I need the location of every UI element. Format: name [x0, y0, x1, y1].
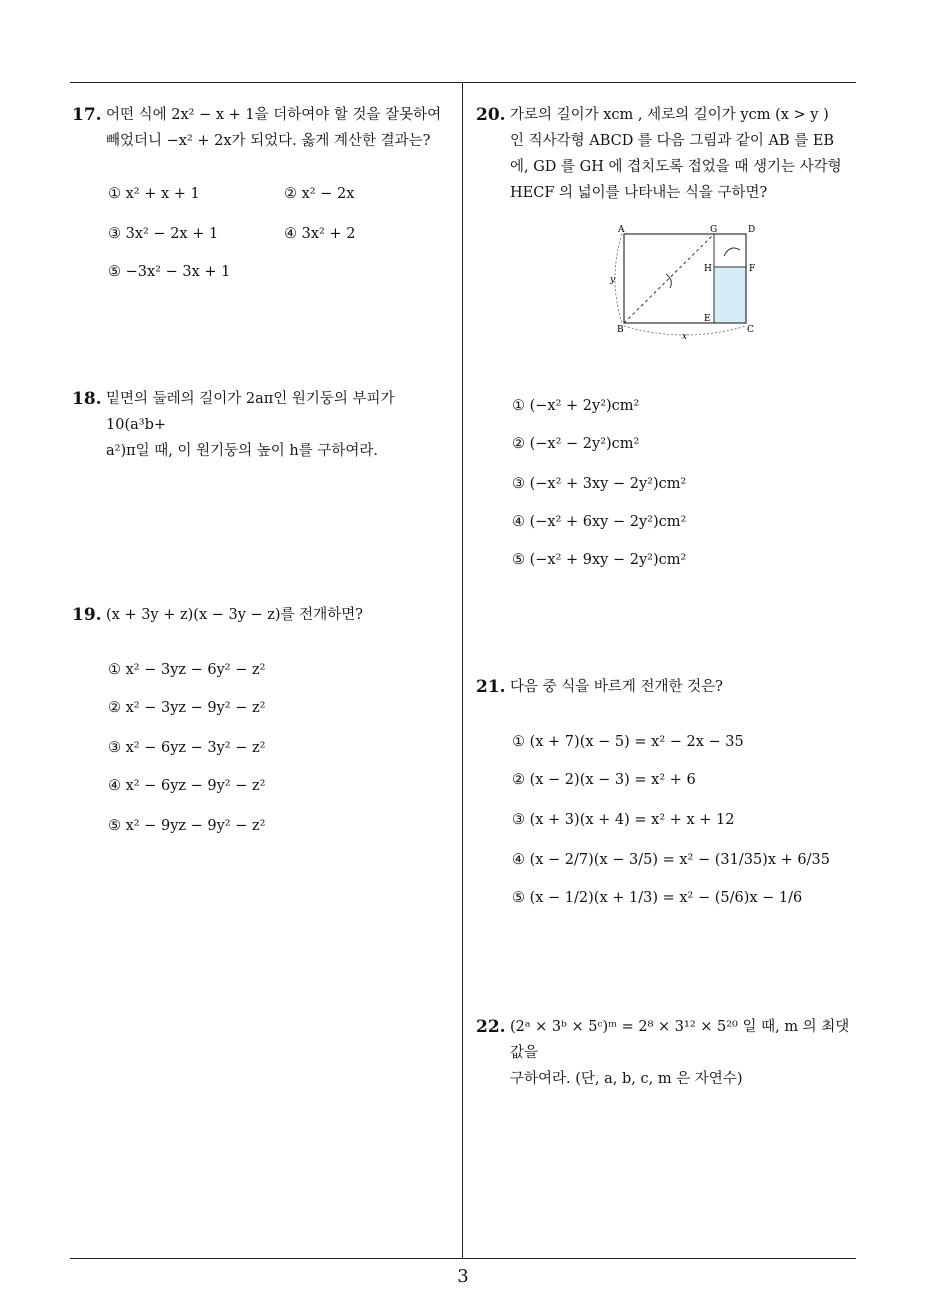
question-number: 21. [476, 677, 506, 697]
option-2[interactable]: ② x² − 2x [284, 186, 355, 202]
question-number: 20. [476, 105, 506, 125]
label-d: D [748, 225, 756, 235]
question-text: (2ᵃ × 3ᵇ × 5ᶜ)ᵐ = 2⁸ × 3¹² × 5²⁰ 일 때, m 의 최댓값을 구하여라. (단, a, b, c, m 은 자연수) [510, 1019, 850, 1087]
option-2[interactable]: ② (x − 2)(x − 3) = x² + 6 [512, 772, 696, 788]
label-e: E [704, 314, 711, 324]
shaded-region-hecf [714, 267, 746, 323]
question-text: 다음 중 식을 바르게 전개한 것은? [510, 679, 723, 695]
question-18 [72, 386, 456, 464]
page-number: 3 [457, 1266, 469, 1287]
question-text: 어떤 식에 2x² − x + 1을 더하여야 할 것을 잘못하여 빼었더니 −x² + 2x가 되었다. 옳게 계산한 결과는? [106, 107, 442, 149]
question-21 [476, 674, 860, 700]
option-5[interactable]: ⑤ (x − 1/2)(x + 1/3) = x² − (5/6)x − 1/6 [512, 890, 803, 906]
column-divider [462, 82, 463, 1259]
label-a: A [618, 225, 625, 235]
option-1[interactable]: ① (−x² + 2y²)cm² [512, 398, 640, 414]
option-3[interactable]: ③ x² − 6yz − 3y² − z² [108, 740, 266, 756]
question-number: 18. [72, 389, 102, 409]
bottom-rule [70, 1258, 856, 1259]
question-number: 17. [72, 105, 102, 125]
option-4[interactable]: ④ 3x² + 2 [284, 226, 356, 242]
option-3[interactable]: ③ (x + 3)(x + 4) = x² + x + 12 [512, 812, 735, 828]
option-3[interactable]: ③ 3x² − 2x + 1 [108, 226, 219, 242]
question-19 [72, 602, 456, 628]
label-b: B [617, 325, 624, 335]
fold-arc-gd [724, 248, 740, 256]
label-y: y [610, 275, 616, 285]
question-text: 가로의 길이가 xcm , 세로의 길이가 ycm (x > y ) 인 직사각형 ABCD 를 다음 그림과 같이 AB 를 EB 에, GD 를 GH 에 겹치도록 접었을 때 생기는 사각형 HECF 의 넓이를 나타내는 식을 구하면? [510, 107, 842, 201]
option-4[interactable]: ④ (−x² + 6xy − 2y²)cm² [512, 514, 687, 530]
fold-arc-ab [666, 274, 671, 288]
option-1[interactable]: ① x² − 3yz − 6y² − z² [108, 662, 266, 678]
option-5[interactable]: ⑤ (−x² + 9xy − 2y²)cm² [512, 552, 687, 568]
option-3[interactable]: ③ (−x² + 3xy − 2y²)cm² [512, 476, 687, 492]
label-c: C [747, 325, 754, 335]
label-f: F [749, 264, 756, 274]
label-g: G [710, 225, 718, 235]
option-5[interactable]: ⑤ −3x² − 3x + 1 [108, 264, 231, 280]
option-5[interactable]: ⑤ x² − 9yz − 9y² − z² [108, 818, 266, 834]
fold-line-bg [624, 234, 714, 323]
label-x: x [682, 332, 688, 342]
top-rule [70, 82, 856, 83]
label-h: H [704, 264, 712, 274]
rectangle-folding-figure [606, 220, 766, 344]
dimension-arc-y [615, 234, 622, 323]
question-20 [476, 102, 860, 206]
question-22 [476, 1014, 860, 1092]
option-2[interactable]: ② (−x² − 2y²)cm² [512, 436, 640, 452]
question-text: (x + 3y + z)(x − 3y − z)를 전개하면? [106, 607, 363, 623]
option-1[interactable]: ① x² + x + 1 [108, 186, 200, 202]
question-number: 19. [72, 605, 102, 625]
option-1[interactable]: ① (x + 7)(x − 5) = x² − 2x − 35 [512, 734, 744, 750]
option-4[interactable]: ④ (x − 2/7)(x − 3/5) = x² − (31/35)x + 6/35 [512, 852, 830, 868]
option-2[interactable]: ② x² − 3yz − 9y² − z² [108, 700, 266, 716]
question-text: 밑면의 둘레의 길이가 2aπ인 원기둥의 부피가 10(a³b+ a²)π일 때, 이 원기둥의 높이 h를 구하여라. [106, 391, 395, 459]
question-17 [72, 102, 456, 154]
question-number: 22. [476, 1017, 506, 1037]
option-4[interactable]: ④ x² − 6yz − 9y² − z² [108, 778, 266, 794]
